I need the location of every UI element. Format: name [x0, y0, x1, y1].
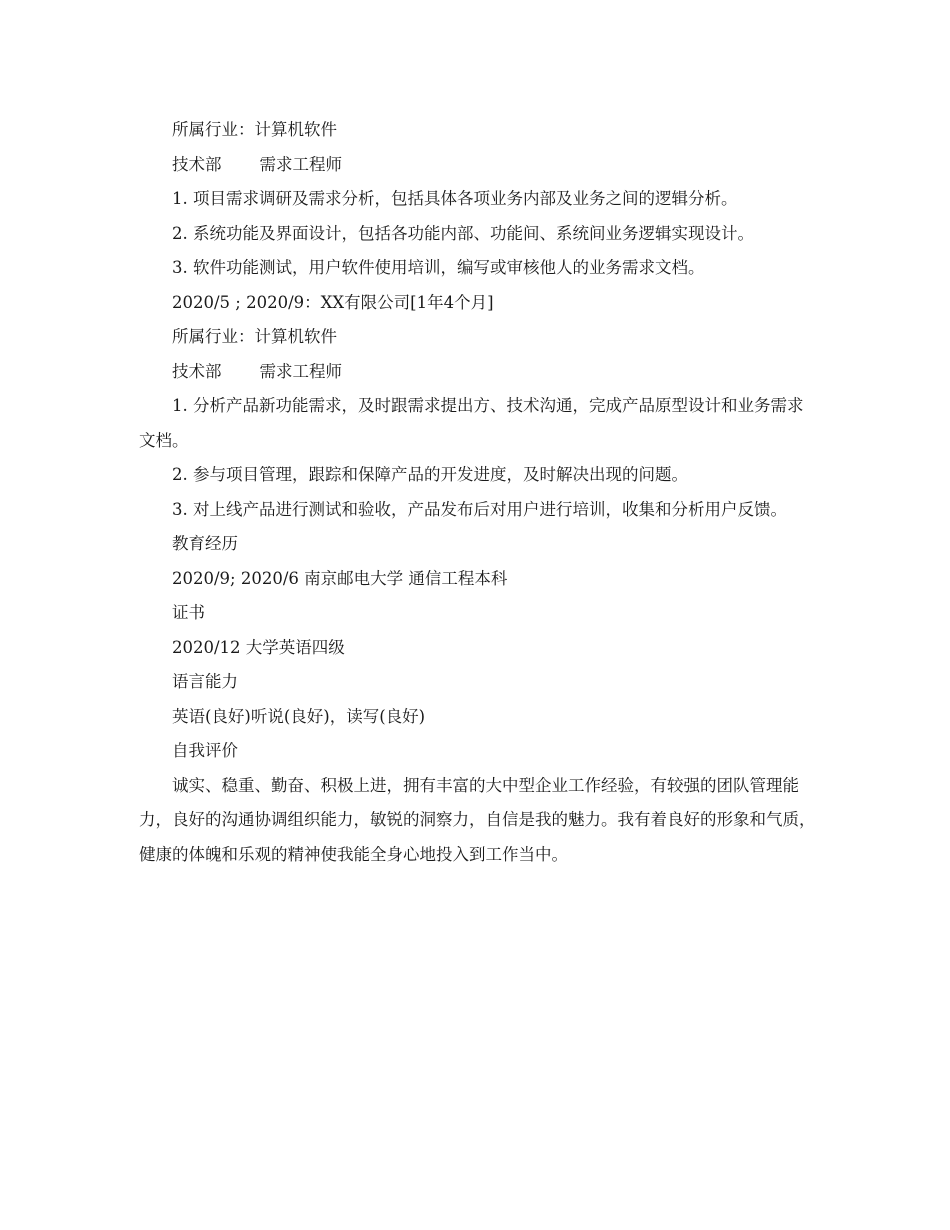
position-line: [139, 355, 819, 390]
industry-line: 所属行业：计算机软件: [172, 327, 337, 346]
section-heading-education: 教育经历: [172, 534, 238, 553]
duty-item: 2. 参与项目管理，跟踪和保障产品的开发进度，及时解决出现的问题。: [172, 465, 688, 484]
certificate-entry: 2020/12 大学英语四级: [172, 637, 345, 657]
duty-item: 1. 项目需求调研及需求分析，包括具体各项业务内部及业务之间的逻辑分析。: [172, 189, 738, 208]
department: 技术部: [172, 361, 222, 381]
duty-item: 2. 系统功能及界面设计，包括各功能内部、功能间、系统间业务逻辑实现设计。: [172, 223, 754, 243]
employment-period: 2020/5 ; 2020/9：XX有限公司[1年4个月]: [172, 292, 494, 312]
department: 技术部: [172, 154, 222, 174]
section-heading-certificates: 证书: [172, 603, 205, 622]
self-evaluation-text: 诚实、稳重、勤奋、积极上进，拥有丰富的大中型企业工作经验，有较强的团队管理能力，良好的沟通协调组织能力，敏锐的洞察力，自信是我的魅力。我有着良好的形象和气质，健康的体魄和乐观的精神使我能全身心地投入到工作当中。: [139, 775, 816, 864]
industry-line: 所属行业：计算机软件: [172, 120, 337, 139]
section-heading-language: 语言能力: [172, 672, 238, 691]
document-body: [139, 113, 819, 872]
duty-item: 3. 软件功能测试，用户软件使用培训，编写或审核他人的业务需求文档。: [172, 258, 705, 277]
job-title: 需求工程师: [259, 154, 342, 174]
duty-item: 1. 分析产品新功能需求，及时跟需求提出方、技术沟通，完成产品原型设计和业务需求文档。: [139, 396, 804, 450]
section-heading-self-evaluation: 自我评价: [172, 741, 238, 760]
position-line: [139, 148, 819, 183]
language-entry: 英语(良好)听说(良好)，读写(良好): [172, 706, 426, 726]
duty-item: 3. 对上线产品进行测试和验收，产品发布后对用户进行培训，收集和分析用户反馈。: [172, 499, 787, 519]
education-entry: 2020/9; 2020/6 南京邮电大学 通信工程本科: [172, 568, 508, 588]
job-title: 需求工程师: [259, 361, 342, 381]
